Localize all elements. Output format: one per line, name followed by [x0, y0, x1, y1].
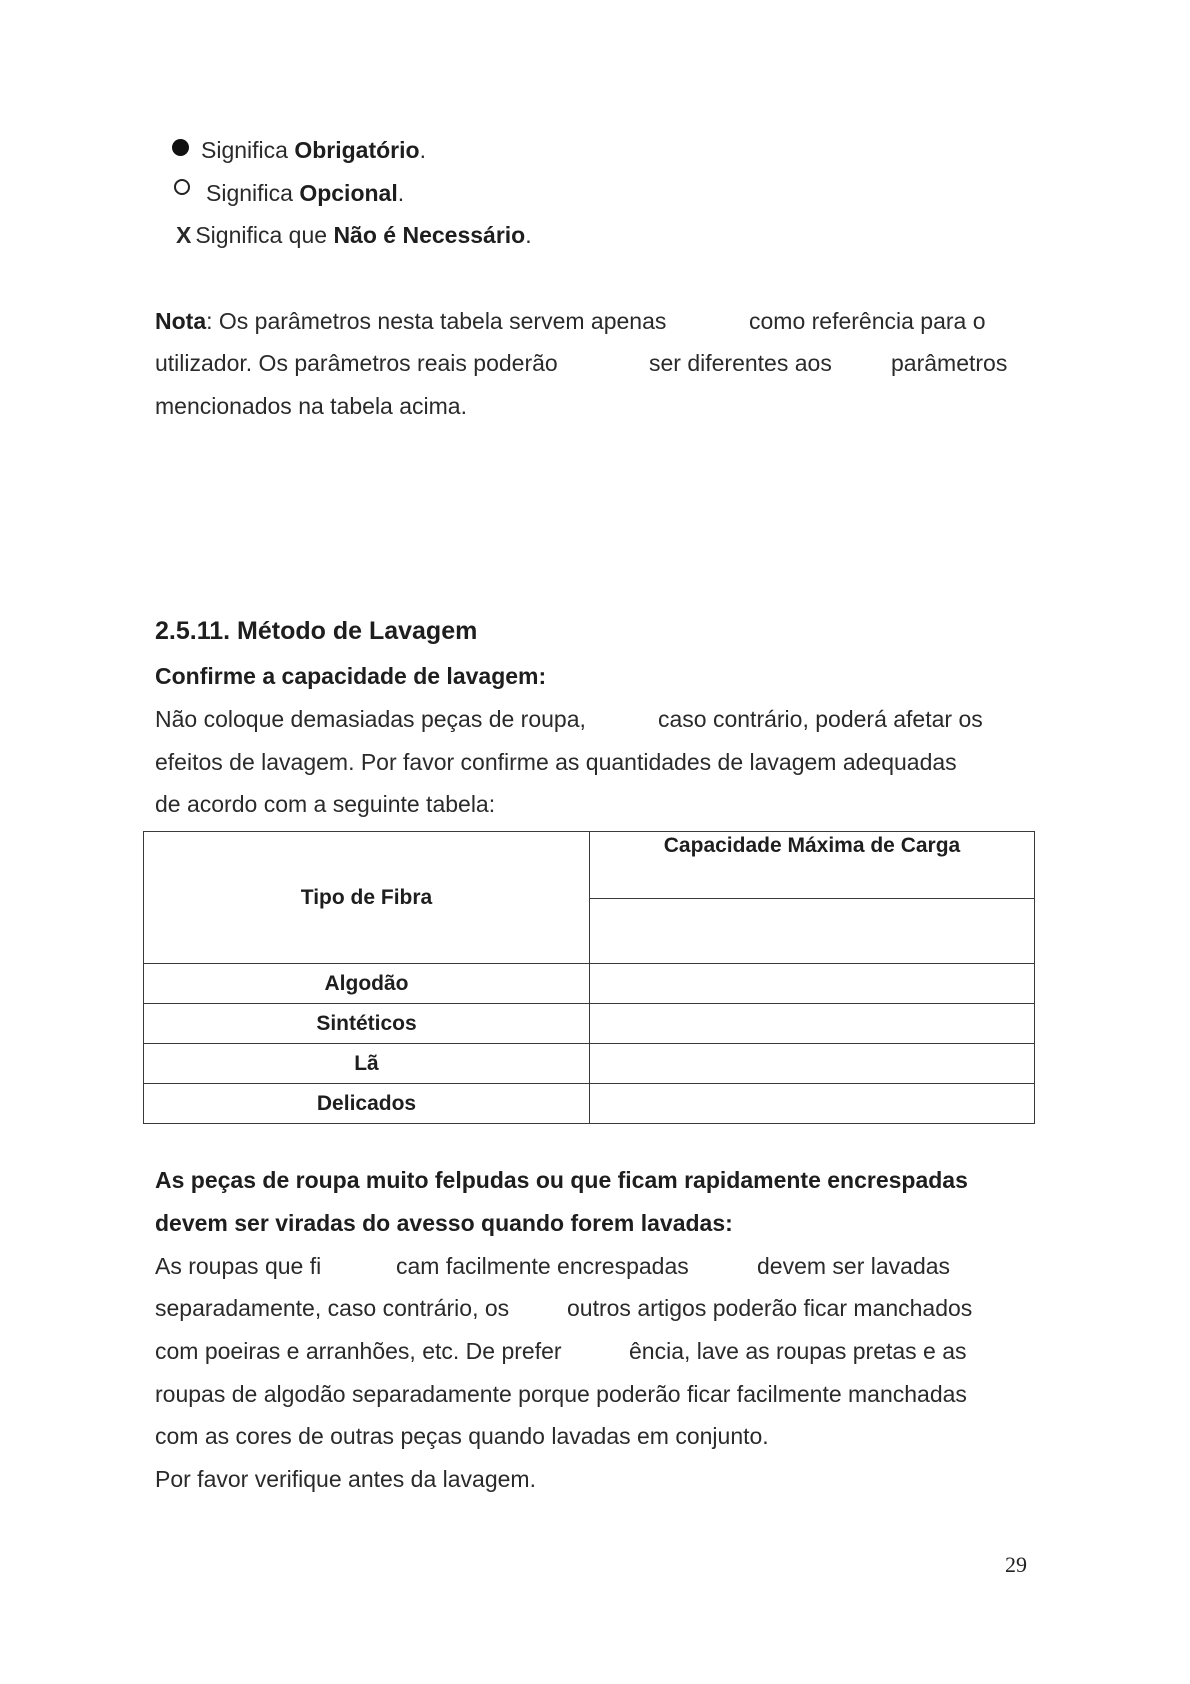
- felpudas-line-3: com poeiras e arranhões, etc. De prefer: [155, 1338, 562, 1364]
- intro-line-3: de acordo com a seguinte tabela:: [155, 791, 496, 817]
- header-capacidade-maxima: Capacidade Máxima de Carga: [590, 832, 1035, 899]
- felpudas-line-1-part-2: cam facilmente encrespadas: [396, 1253, 689, 1279]
- nota-line-1: Nota: Os parâmetros nesta tabela servem apenas: [155, 308, 667, 334]
- felpudas-line-4: roupas de algodão separadamente porque poderão ficar facilmente manchadas: [155, 1381, 967, 1407]
- hollow-circle-icon: [174, 179, 190, 195]
- section-subtitle: Confirme a capacidade de lavagem:: [155, 663, 547, 689]
- x-mark-icon: X: [176, 222, 192, 248]
- nota-line-2-part-2: ser diferentes aos: [649, 350, 832, 376]
- capacidade-cell: [590, 1084, 1035, 1124]
- intro-line-1-part-2: caso contrário, poderá afetar os: [658, 706, 983, 732]
- filled-circle-icon: [172, 139, 189, 156]
- nota-line-2-part-3: parâmetros: [891, 350, 1008, 376]
- table-row: [144, 1044, 1035, 1084]
- header-tipo-de-fibra: Tipo de Fibra: [144, 832, 590, 964]
- capacidade-cell: [590, 1004, 1035, 1044]
- nota-line-3: mencionados na tabela acima.: [155, 393, 467, 419]
- felpudas-line-3-part-2: ência, lave as roupas pretas e as: [629, 1338, 967, 1364]
- felpudas-line-2: separadamente, caso contrário, os: [155, 1295, 510, 1321]
- nota-line-1-part-2: como referência para o: [749, 308, 986, 334]
- capacity-table: [143, 831, 1035, 1124]
- felpudas-line-1: As roupas que fi: [155, 1253, 322, 1279]
- legend-opcional-value: Opcional: [299, 180, 398, 206]
- felpudas-line-5: com as cores de outras peças quando lavadas em conjunto.: [155, 1423, 769, 1449]
- fibra-cell: Algodão: [144, 964, 590, 1004]
- fibra-cell: Delicados: [144, 1084, 590, 1124]
- legend-opcional: Significa Opcional.: [172, 179, 404, 207]
- felpudas-line-2-part-2: outros artigos poderão ficar manchados: [567, 1295, 973, 1321]
- capacidade-cell: [590, 964, 1035, 1004]
- intro-line-1: Não coloque demasiadas peças de roupa,: [155, 706, 586, 732]
- felpudas-line-6: Por favor verifique antes da lavagem.: [155, 1466, 536, 1492]
- legend-obrigatorio: Significa Obrigatório.: [172, 136, 426, 164]
- legend-obrigatorio-value: Obrigatório: [294, 137, 420, 163]
- table-row: [144, 1084, 1035, 1124]
- fibra-cell: Lã: [144, 1044, 590, 1084]
- capacidade-cell: [590, 1044, 1035, 1084]
- intro-line-2: efeitos de lavagem. Por favor confirme as quantidades de lavagem adequadas: [155, 749, 957, 775]
- felpudas-line-1-part-3: devem ser lavadas: [757, 1253, 951, 1279]
- legend-nao-necessario-value: Não é Necessário: [333, 222, 526, 248]
- felpudas-bold-line-2: devem ser viradas do avesso quando forem lavadas:: [155, 1210, 733, 1236]
- table-row: [144, 964, 1035, 1004]
- section-title: 2.5.11. Método de Lavagem: [155, 617, 478, 645]
- fibra-cell: Sintéticos: [144, 1004, 590, 1044]
- nota-label: Nota: [155, 308, 207, 334]
- header-capacidade-sub: [590, 899, 1035, 964]
- felpudas-bold-line-1: As peças de roupa muito felpudas ou que ficam rapidamente encrespadas: [155, 1167, 968, 1193]
- page-number: 29: [1005, 1552, 1027, 1577]
- legend-nao-necessario: X Significa que Não é Necessário.: [176, 222, 532, 248]
- nota-line-2: utilizador. Os parâmetros reais poderão: [155, 350, 558, 376]
- table-row: [144, 1004, 1035, 1044]
